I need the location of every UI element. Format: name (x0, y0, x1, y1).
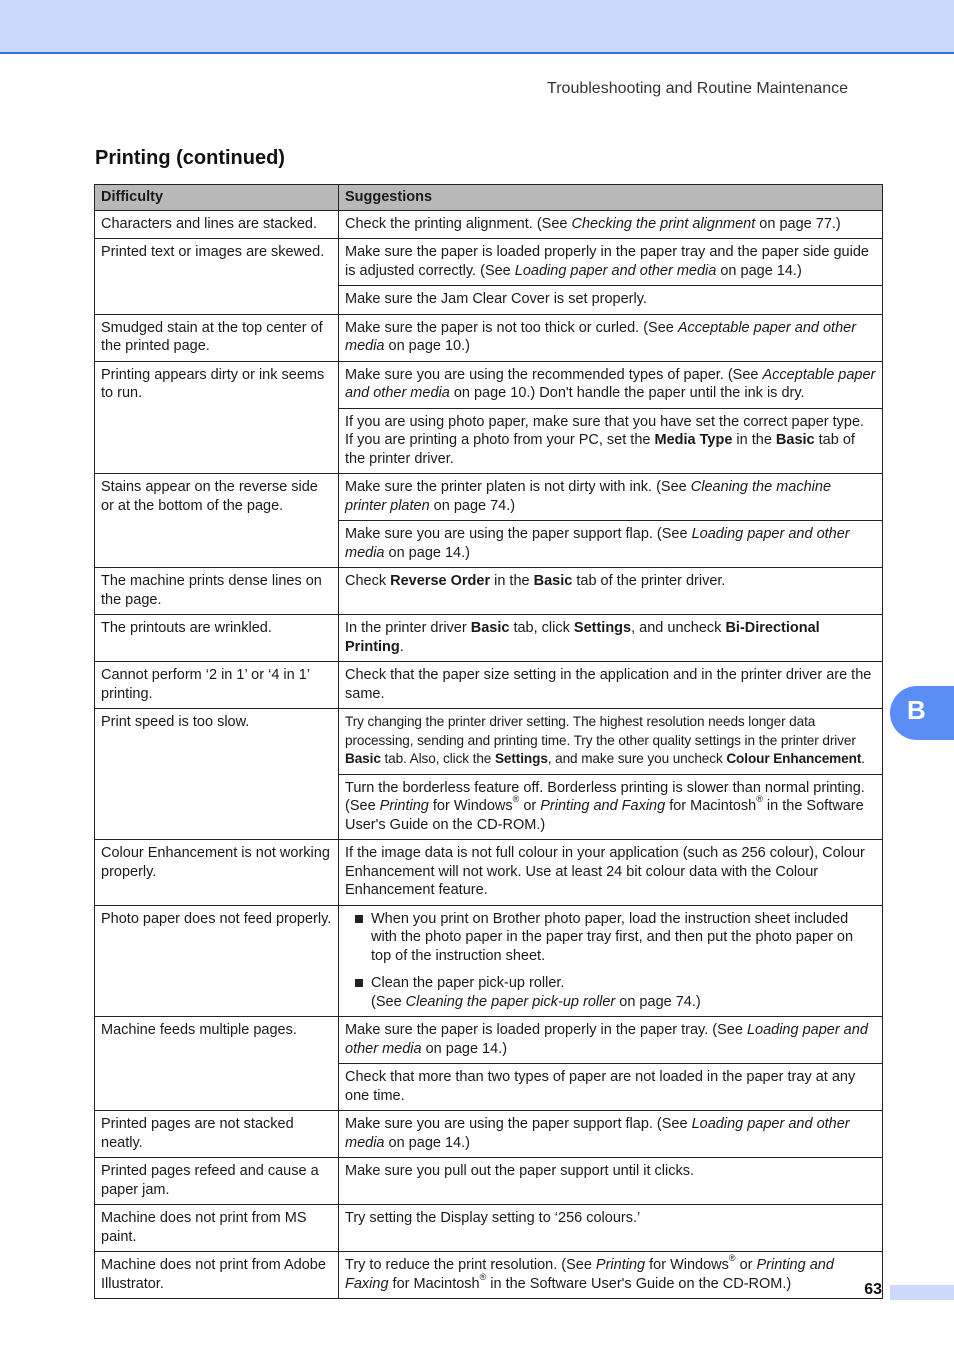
text-segment: in the Software User's Guide on the CD-ROM.) (486, 1275, 792, 1292)
suggestion-cell (339, 239, 883, 286)
difficulty-cell: Photo paper does not feed properly. (95, 905, 339, 1017)
text-segment: , and make sure you uncheck (547, 751, 727, 766)
text-segment: Clean the paper pick-up roller. (371, 975, 565, 991)
list-item (345, 974, 876, 1011)
suggestion-cell (339, 1017, 883, 1064)
section-title: Printing (continued) (95, 147, 285, 169)
difficulty-cell: Colour Enhancement is not working properly. (95, 840, 339, 906)
column-header-suggestions: Suggestions (339, 185, 883, 211)
text-segment: Loading paper and other media (345, 1022, 868, 1057)
difficulty-cell: Smudged stain at the top center of the printed page. (95, 314, 339, 361)
text-segment: tab of the printer driver. (572, 573, 726, 589)
suggestion-cell (339, 568, 883, 615)
difficulty-cell: The machine prints dense lines on the page. (95, 568, 339, 615)
appendix-letter: B (907, 695, 926, 725)
text-segment: tab, click (509, 620, 574, 636)
text-segment: Bi-Directional Printing (345, 620, 820, 655)
text-segment: Loading paper and other media (514, 262, 717, 279)
suggestion-cell (339, 286, 883, 315)
troubleshooting-table-container (94, 184, 882, 1299)
text-segment: In the printer driver (345, 620, 471, 636)
suggestion-cell (339, 408, 883, 474)
text-segment: Make sure you pull out the paper support until it clicks. (345, 1163, 694, 1179)
registered-mark: ® (512, 794, 520, 805)
text-segment: on page 10.) Don't handle the paper until the ink is dry. (449, 385, 805, 401)
suggestion-cell (339, 1064, 883, 1111)
text-segment: for Macintosh (388, 1275, 480, 1292)
table-row (95, 1252, 883, 1299)
text-segment: Printing and Faxing (540, 798, 666, 814)
table-row (95, 314, 883, 361)
text-segment: Settings (573, 620, 632, 636)
page-number: 63 (864, 1281, 882, 1298)
text-segment: on page 74.) (615, 993, 701, 1010)
table-row (95, 840, 883, 906)
suggestion-cell (339, 1205, 883, 1252)
text-segment: Make sure the paper is loaded properly in the paper tray. (See (345, 1022, 747, 1038)
text-segment: Make sure the paper is loaded properly in the paper tray and the paper side guide is adjusted correctly. (See (345, 244, 869, 279)
table-row (95, 1205, 883, 1252)
text-segment: Acceptable paper and other media (345, 366, 876, 401)
text-segment: Settings (494, 751, 548, 766)
registered-mark: ® (728, 1253, 736, 1264)
text-segment: on page 10.) (384, 338, 470, 354)
difficulty-cell: Print speed is too slow. (95, 709, 339, 840)
text-segment: on page 14.) (421, 1040, 508, 1057)
suggestion-bullet-list (345, 910, 876, 1012)
suggestion-cell (339, 521, 883, 568)
difficulty-cell: Machine feeds multiple pages. (95, 1017, 339, 1111)
suggestion-cell (339, 1158, 883, 1205)
text-segment: Check the printing alignment. (See (345, 215, 572, 232)
text-segment: Make sure you are using the paper support flap. (See (345, 1116, 692, 1132)
text-segment: . (399, 638, 404, 655)
table-row (95, 709, 883, 775)
list-item (345, 910, 876, 966)
difficulty-cell: Machine does not print from Adobe Illustrator. (95, 1252, 339, 1299)
text-segment: Basic (775, 432, 815, 448)
text-segment: for Macintosh (665, 798, 757, 814)
text-segment: Check (345, 573, 391, 589)
difficulty-cell: Stains appear on the reverse side or at the bottom of the page. (95, 474, 339, 568)
suggestion-cell (339, 1252, 883, 1299)
table-row (95, 1111, 883, 1158)
table-row (95, 1017, 883, 1064)
difficulty-cell: The printouts are wrinkled. (95, 615, 339, 662)
suggestion-cell (339, 474, 883, 521)
text-segment: Checking the print alignment (571, 215, 756, 232)
text-segment: . (861, 751, 865, 766)
table-row (95, 210, 883, 239)
running-header: Troubleshooting and Routine Maintenance (547, 80, 848, 97)
text-segment: Cleaning the machine printer platen (345, 479, 832, 514)
text-segment: Printing (595, 1257, 646, 1273)
text-segment: If you are using photo paper, make sure that you have set the correct paper type. If you are printing a photo from your PC, set the (345, 413, 865, 448)
table-row (95, 615, 883, 662)
text-segment: Try setting the Display setting to ‘256 colours.’ (345, 1210, 641, 1226)
difficulty-cell: Printed pages refeed and cause a paper jam. (95, 1158, 339, 1205)
text-segment: or (519, 798, 541, 814)
registered-mark: ® (479, 1271, 487, 1282)
text-segment: Try to reduce the print resolution. (See (345, 1257, 596, 1273)
suggestion-cell (339, 314, 883, 361)
suggestion-cell (339, 662, 883, 709)
text-segment: Basic (345, 751, 381, 766)
text-segment: on page 77.) (755, 215, 841, 232)
text-segment: Cleaning the paper pick-up roller (405, 993, 616, 1010)
difficulty-cell: Printed pages are not stacked neatly. (95, 1111, 339, 1158)
suggestion-cell (339, 1111, 883, 1158)
text-segment: Turn the borderless feature off. Borderless printing is slower than normal printing. (See (345, 779, 865, 814)
text-segment: on page 14.) (384, 1134, 470, 1151)
table-row (95, 568, 883, 615)
suggestion-cell (339, 774, 883, 840)
text-segment: Colour Enhancement (726, 751, 862, 766)
text-segment: Check that more than two types of paper are not loaded in the paper tray at any one time. (345, 1069, 856, 1104)
table-row (95, 474, 883, 521)
text-segment: in the (490, 573, 534, 589)
text-segment: on page 14.) (716, 262, 802, 279)
text-segment: Printing and Faxing (345, 1257, 834, 1292)
text-segment: Try changing the printer driver setting. The highest resolution needs longer data processing, sending and printing time. Try the other quality settings in the printer driver (345, 714, 856, 748)
table-header-row (95, 185, 883, 211)
text-segment: on page 14.) (384, 544, 470, 561)
text-segment: Make sure the printer platen is not dirty with ink. (See (345, 479, 691, 495)
text-segment: Check that the paper size setting in the application and in the printer driver are the same. (345, 667, 872, 702)
table-row (95, 662, 883, 709)
text-segment: in the Software User's Guide on the CD-ROM.) (345, 798, 864, 833)
suggestion-cell (339, 840, 883, 906)
text-segment: tab. Also, click the (380, 751, 495, 766)
table-row (95, 239, 883, 286)
suggestion-cell (339, 361, 883, 408)
text-segment: Make sure you are using the paper support flap. (See (345, 526, 692, 542)
table-row (95, 905, 883, 1017)
registered-mark: ® (756, 794, 763, 805)
text-segment: Media Type (654, 432, 733, 448)
difficulty-cell: Characters and lines are stacked. (95, 210, 339, 239)
difficulty-cell: Printed text or images are skewed. (95, 239, 339, 315)
text-segment: Loading paper and other media (345, 1116, 850, 1151)
text-segment: or (735, 1257, 757, 1273)
suggestion-cell (339, 709, 883, 775)
suggestion-cell (339, 615, 883, 662)
column-header-difficulty: Difficulty (95, 185, 339, 211)
text-segment: Make sure you are using the recommended types of paper. (See (345, 366, 763, 383)
appendix-side-tab (890, 686, 954, 740)
table-row (95, 1158, 883, 1205)
text-segment: When you print on Brother photo paper, load the instruction sheet included with the photo paper in the paper tray first, and then put the photo paper on top of the instruction sheet. (371, 910, 854, 964)
difficulty-cell: Machine does not print from MS paint. (95, 1205, 339, 1252)
suggestion-cell (339, 210, 883, 239)
text-segment: If the image data is not full colour in your application (such as 256 colour), Colour Enhancement will not work. Use at least 24 bit colour data with the Colour Enhancement feature. (345, 845, 865, 898)
difficulty-cell: Printing appears dirty or ink seems to run. (95, 361, 339, 474)
top-header-band (0, 0, 954, 54)
text-segment: Make sure the Jam Clear Cover is set properly. (345, 291, 647, 307)
table-row (95, 361, 883, 408)
footer-band (890, 1285, 954, 1300)
text-segment: , and uncheck (631, 620, 726, 636)
text-segment: in the (732, 432, 776, 448)
troubleshooting-table (94, 184, 883, 1299)
text-segment: Basic (470, 620, 510, 636)
text-segment: Loading paper and other media (345, 526, 850, 561)
text-segment: for Windows (645, 1257, 729, 1273)
text-segment: (See (371, 993, 406, 1010)
suggestion-cell (339, 905, 883, 1017)
text-segment: tab of the printer driver. (345, 432, 855, 467)
text-segment: Printing (379, 798, 429, 814)
text-segment: Basic (533, 573, 573, 589)
text-segment: Reverse Order (390, 573, 491, 589)
difficulty-cell: Cannot perform ‘2 in 1’ or ‘4 in 1’ printing. (95, 662, 339, 709)
table-body (95, 210, 883, 1299)
text-segment: for Windows (428, 798, 513, 814)
text-segment: on page 74.) (429, 497, 516, 514)
text-segment: Make sure the paper is not too thick or curled. (See (345, 319, 678, 336)
text-segment: Acceptable paper and other media (345, 319, 857, 354)
